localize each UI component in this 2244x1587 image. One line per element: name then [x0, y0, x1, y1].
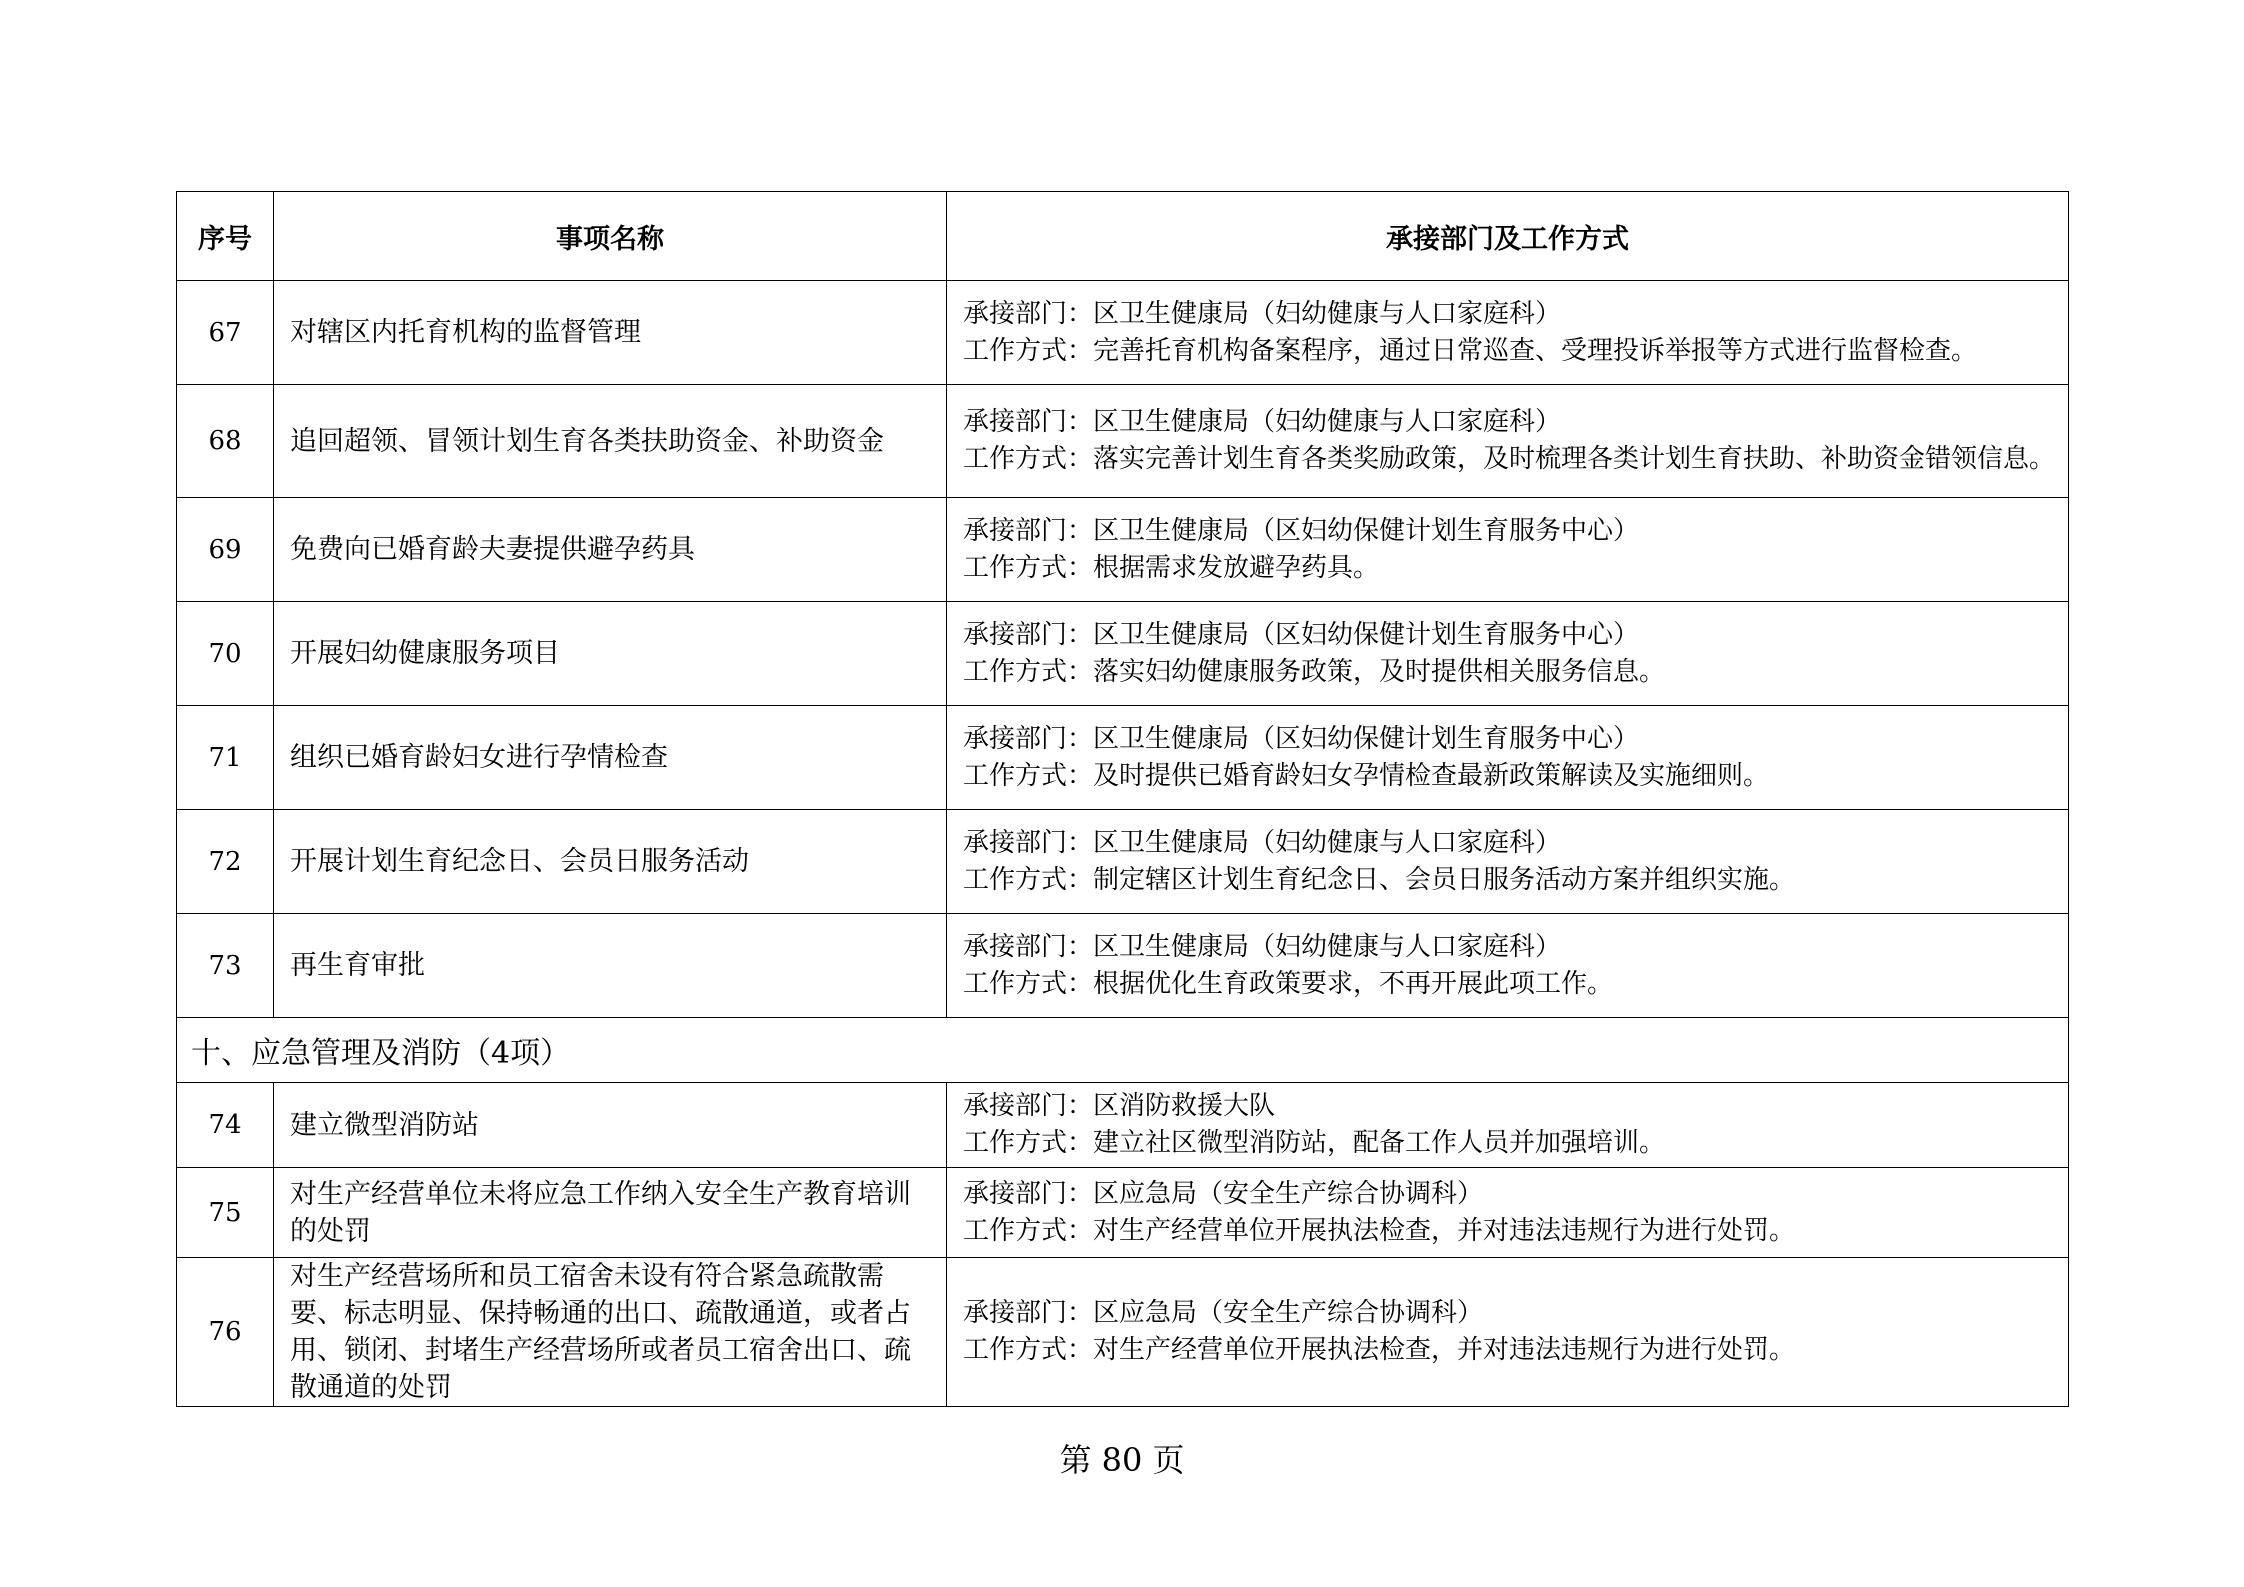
table-header-row	[177, 192, 2069, 281]
method-text: 工作方式：落实完善计划生育各类奖励政策，及时梳理各类计划生育扶助、补助资金错领信息。	[963, 444, 2056, 474]
table-row	[177, 706, 2069, 810]
dept-method-cell	[947, 1258, 2069, 1407]
dept-method-cell	[947, 1083, 2069, 1168]
header-seq: 序号	[177, 192, 274, 281]
item-name: 免费向已婚育龄夫妻提供避孕药具	[274, 498, 947, 602]
item-name: 再生育审批	[274, 914, 947, 1018]
method-text: 工作方式：根据需求发放避孕药具。	[963, 552, 1380, 583]
item-name: 开展计划生育纪念日、会员日服务活动	[274, 810, 947, 914]
item-name: 建立微型消防站	[274, 1083, 947, 1168]
method-text: 工作方式：制定辖区计划生育纪念日、会员日服务活动方案并组织实施。	[963, 864, 1796, 895]
table-row	[177, 1168, 2069, 1258]
dept-text: 承接部门：区卫生健康局（区妇幼保健计划生育服务中心）	[963, 515, 1640, 546]
section-row	[177, 1018, 2069, 1083]
item-name: 对辖区内托育机构的监督管理	[274, 281, 947, 385]
section-title: 十、应急管理及消防（4项）	[177, 1018, 2069, 1083]
row-number: 73	[177, 914, 274, 1018]
dept-method-cell	[947, 1168, 2069, 1258]
dept-text: 承接部门：区卫生健康局（区妇幼保健计划生育服务中心）	[963, 619, 1640, 650]
row-number: 76	[177, 1258, 274, 1407]
method-text: 工作方式：及时提供已婚育龄妇女孕情检查最新政策解读及实施细则。	[963, 760, 1770, 791]
row-number: 74	[177, 1083, 274, 1168]
table-row	[177, 498, 2069, 602]
row-number: 68	[177, 385, 274, 498]
table-row	[177, 1083, 2069, 1168]
row-number: 67	[177, 281, 274, 385]
table-row	[177, 810, 2069, 914]
dept-method-cell	[947, 385, 2069, 498]
header-item-name: 事项名称	[274, 192, 947, 281]
dept-text: 承接部门：区卫生健康局（妇幼健康与人口家庭科）	[963, 407, 1562, 437]
table-row	[177, 602, 2069, 706]
dept-method-cell	[947, 281, 2069, 385]
page-number: 第 80 页	[1059, 1441, 1185, 1479]
dept-text: 承接部门：区应急局（安全生产综合协调科）	[963, 1178, 1484, 1209]
item-name: 组织已婚育龄妇女进行孕情检查	[274, 706, 947, 810]
method-text: 工作方式：对生产经营单位开展执法检查，并对违法违规行为进行处罚。	[963, 1335, 1796, 1365]
items-table	[176, 191, 2069, 1407]
table-row	[177, 281, 2069, 385]
method-text: 工作方式：落实妇幼健康服务政策，及时提供相关服务信息。	[963, 656, 1666, 687]
dept-method-cell	[947, 810, 2069, 914]
row-number: 71	[177, 706, 274, 810]
table-row	[177, 1258, 2069, 1407]
item-name: 开展妇幼健康服务项目	[274, 602, 947, 706]
row-number: 72	[177, 810, 274, 914]
item-name: 对生产经营单位未将应急工作纳入安全生产教育培训的处罚	[274, 1168, 947, 1258]
row-number: 69	[177, 498, 274, 602]
dept-text: 承接部门：区卫生健康局（区妇幼保健计划生育服务中心）	[963, 723, 1640, 754]
table-row	[177, 385, 2069, 498]
item-name: 对生产经营场所和员工宿舍未设有符合紧急疏散需要、标志明显、保持畅通的出口、疏散通道，或者占用、锁闭、封堵生产经营场所或者员工宿舍出口、疏散通道的处罚	[274, 1258, 947, 1407]
dept-text: 承接部门：区消防救援大队	[963, 1091, 1276, 1121]
header-dept-method: 承接部门及工作方式	[947, 192, 2069, 281]
method-text: 工作方式：完善托育机构备案程序，通过日常巡查、受理投诉举报等方式进行监督检查。	[963, 335, 1978, 366]
method-text: 工作方式：对生产经营单位开展执法检查，并对违法违规行为进行处罚。	[963, 1215, 1796, 1246]
method-text: 工作方式：根据优化生育政策要求，不再开展此项工作。	[963, 968, 1614, 999]
table-row	[177, 914, 2069, 1018]
dept-text: 承接部门：区卫生健康局（妇幼健康与人口家庭科）	[963, 827, 1562, 858]
method-text: 工作方式：建立社区微型消防站，配备工作人员并加强培训。	[963, 1128, 1666, 1158]
dept-text: 承接部门：区卫生健康局（妇幼健康与人口家庭科）	[963, 298, 1562, 329]
row-number: 70	[177, 602, 274, 706]
dept-text: 承接部门：区卫生健康局（妇幼健康与人口家庭科）	[963, 931, 1562, 962]
dept-method-cell	[947, 602, 2069, 706]
dept-text: 承接部门：区应急局（安全生产综合协调科）	[963, 1298, 1484, 1328]
dept-method-cell	[947, 914, 2069, 1018]
dept-method-cell	[947, 706, 2069, 810]
row-number: 75	[177, 1168, 274, 1258]
item-name: 追回超领、冒领计划生育各类扶助资金、补助资金	[274, 385, 947, 498]
dept-method-cell	[947, 498, 2069, 602]
